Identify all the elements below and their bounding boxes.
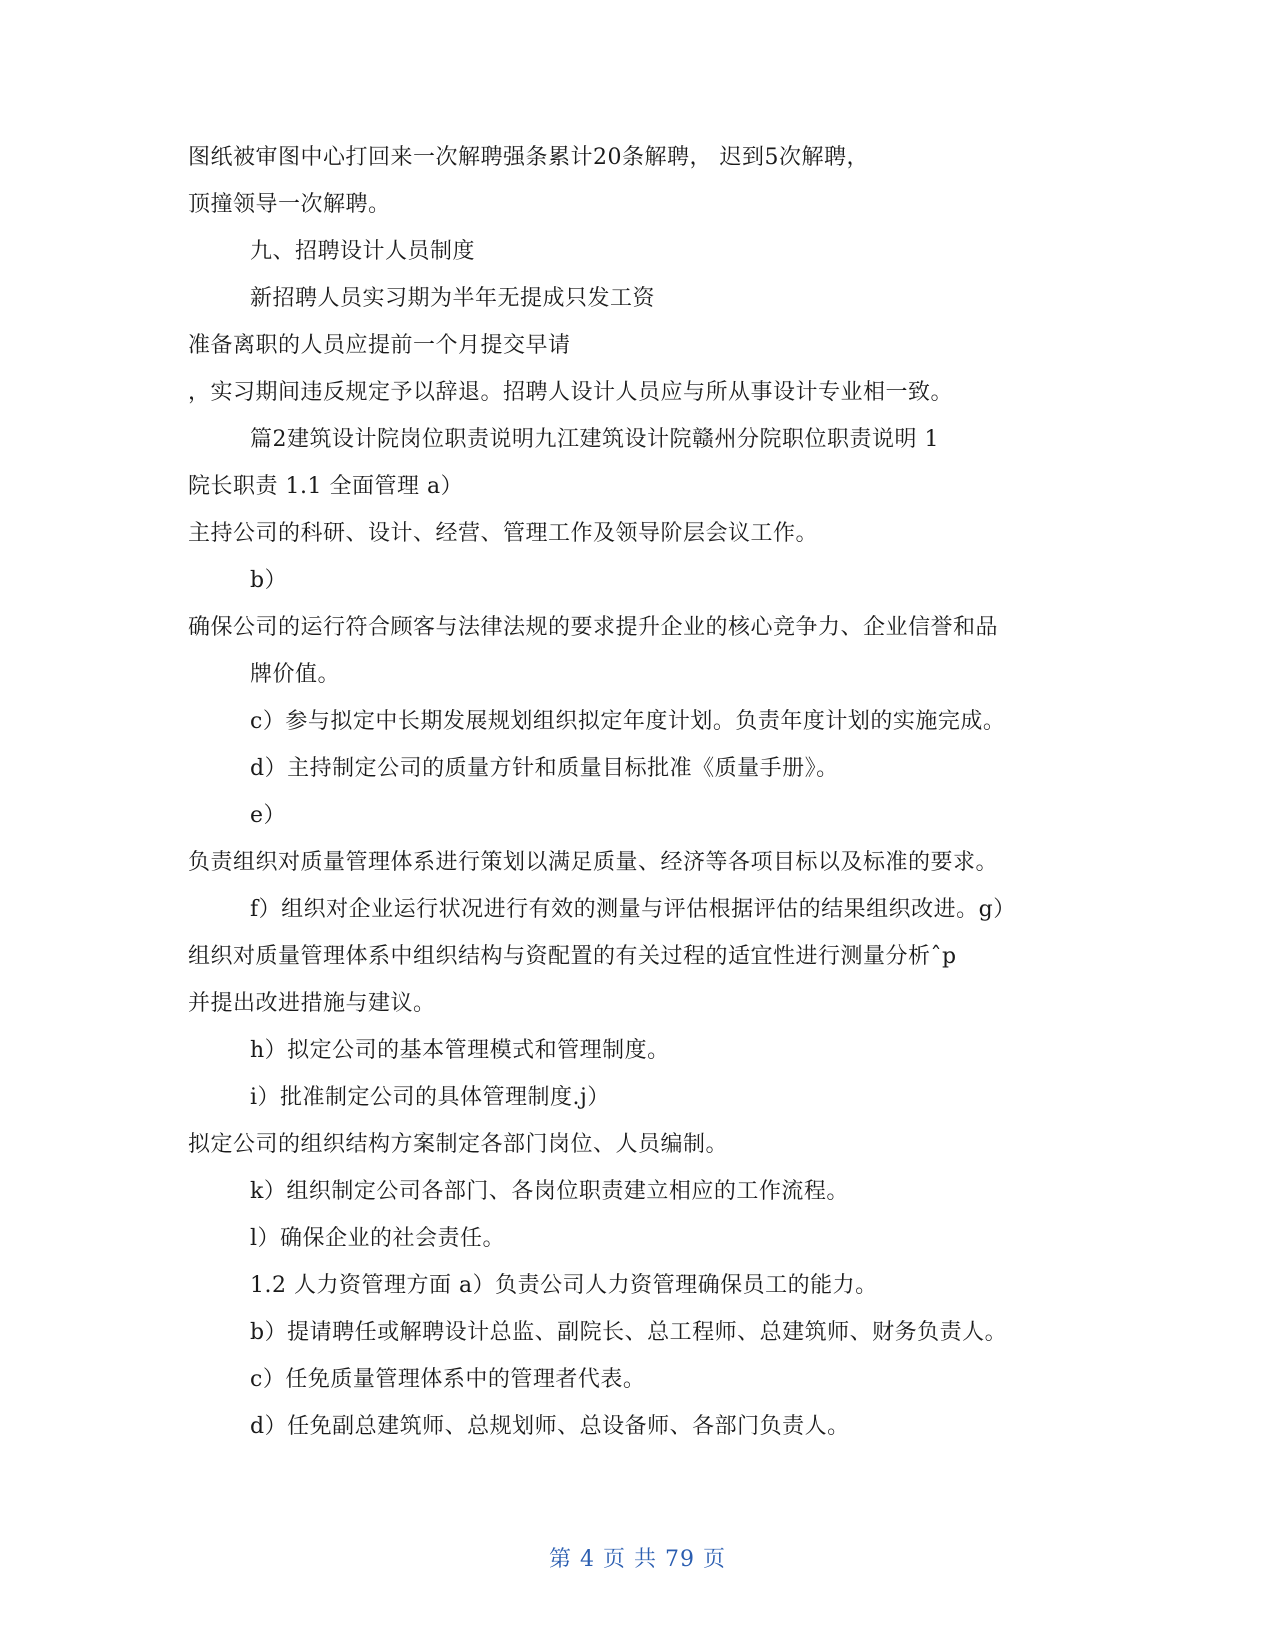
text-line: 组织对质量管理体系中组织结构与资配置的有关过程的适宜性进行测量分析ˆp (188, 944, 957, 969)
text-line: h）拟定公司的基本管理模式和管理制度。 (250, 1038, 670, 1063)
text-line: 院长职责 1.1 全面管理 a） (188, 474, 464, 499)
text-line: 并提出改进措施与建议。 (188, 991, 436, 1016)
text-line: 顶撞领导一次解聘。 (188, 192, 391, 217)
text-line: k）组织制定公司各部门、各岗位职责建立相应的工作流程。 (250, 1179, 849, 1204)
text-line: b）提请聘任或解聘设计总监、副院长、总工程师、总建筑师、财务负责人。 (250, 1320, 1008, 1345)
section-heading: 九、招聘设计人员制度 (250, 239, 476, 264)
text-line: 图纸被审图中心打回来一次解聘强条累计20条解聘， 迟到5次解聘， (188, 145, 869, 170)
text-line: 新招聘人员实习期为半年无提成只发工资 (250, 286, 656, 311)
text-line: ，实习期间违反规定予以辞退。招聘人设计人员应与所从事设计专业相一致。 (188, 380, 954, 405)
text-line: 确保公司的运行符合顾客与法律法规的要求提升企业的核心竞争力、企业信誉和品 (188, 615, 999, 640)
text-line: f）组织对企业运行状况进行有效的测量与评估根据评估的结果组织改进。g） (250, 897, 1016, 922)
text-line: l）确保企业的社会责任。 (250, 1226, 506, 1251)
text-line: d）主持制定公司的质量方针和质量目标批准《质量手册》。 (250, 756, 839, 781)
text-line: 牌价值。 (250, 662, 341, 687)
text-line: 拟定公司的组织结构方案制定各部门岗位、人员编制。 (188, 1132, 729, 1157)
text-line: i）批准制定公司的具体管理制度.j） (250, 1085, 610, 1110)
text-line: 主持公司的科研、设计、经营、管理工作及领导阶层会议工作。 (188, 521, 819, 546)
text-line: c）任免质量管理体系中的管理者代表。 (250, 1367, 646, 1392)
page-number-footer: 第 4 页 共 79 页 (549, 1547, 726, 1572)
text-line: 准备离职的人员应提前一个月提交早请 (188, 333, 571, 358)
text-line: d）任免副总建筑师、总规划师、总设备师、各部门负责人。 (250, 1414, 850, 1439)
text-line: 负责组织对质量管理体系进行策划以满足质量、经济等各项目标以及标准的要求。 (188, 850, 999, 875)
text-line: 篇2建筑设计院岗位职责说明九江建筑设计院赣州分院职位职责说明 1 (250, 427, 939, 452)
text-line: 1.2 人力资管理方面 a）负责公司人力资管理确保员工的能力。 (250, 1273, 878, 1298)
text-line: e） (250, 803, 287, 828)
text-line: c）参与拟定中长期发展规划组织拟定年度计划。负责年度计划的实施完成。 (250, 709, 1006, 734)
text-line: b） (250, 568, 288, 593)
